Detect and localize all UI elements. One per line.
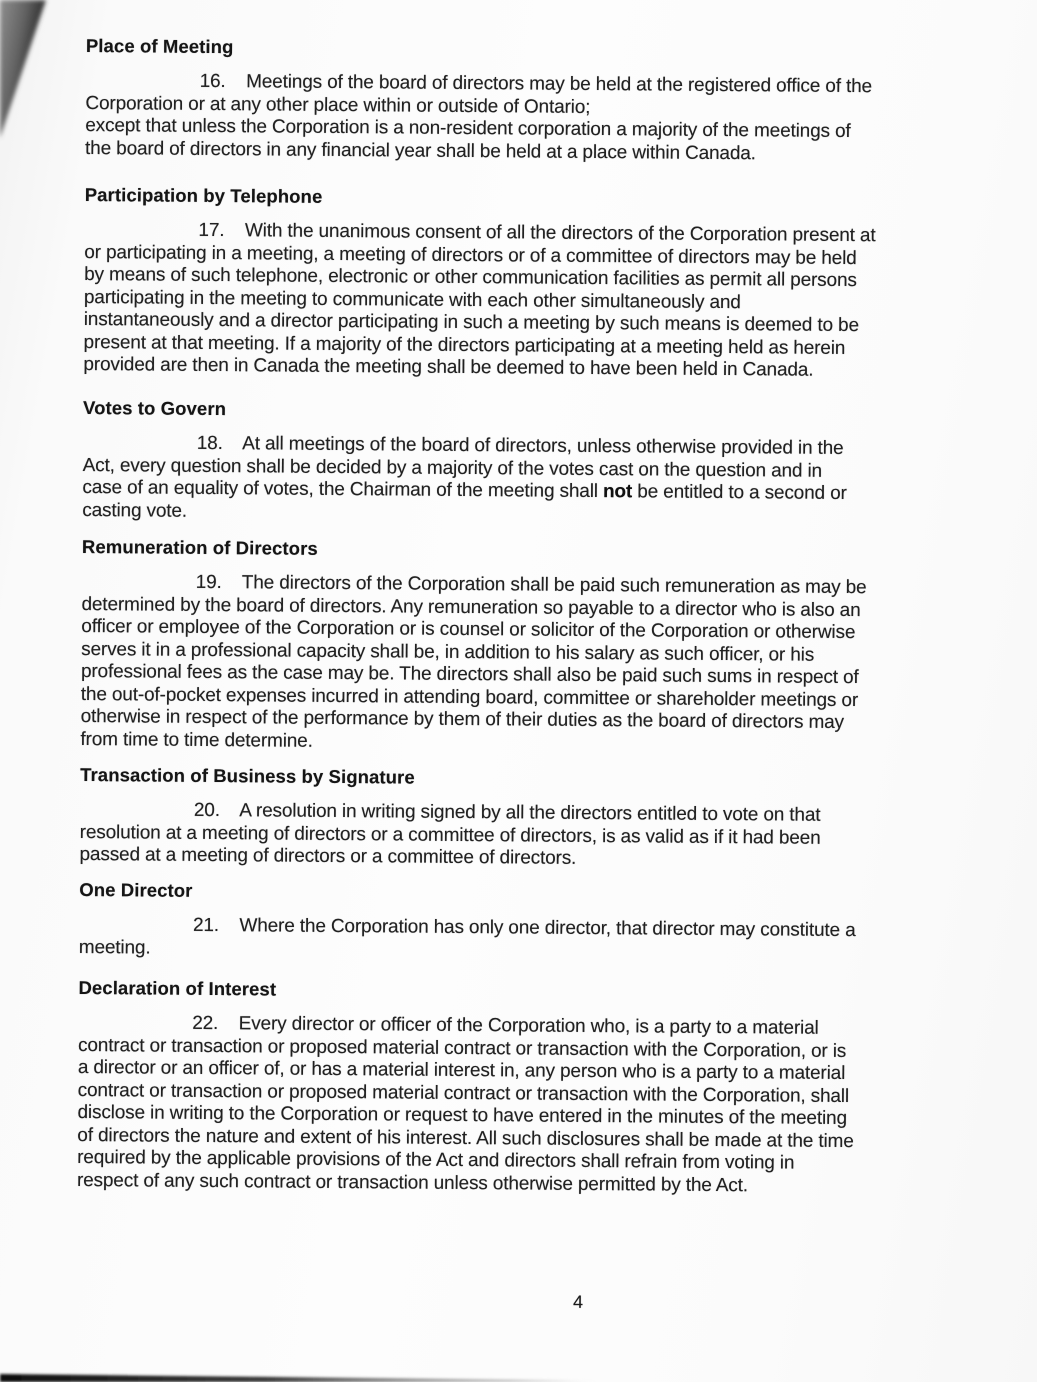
emphasized-word: not	[602, 481, 633, 503]
scan-corner-shadow-artifact	[0, 0, 80, 170]
section-votes-to-govern	[82, 396, 988, 529]
section-paragraph: 22. Every director or officer of the Corporation who, is a party to a material contract or transaction or proposed material contract or transaction with the Corporation, or is a director or an officer of, or has a material interest in, any person who is a party to a material contract or transaction or proposed material contract or transaction with the Corporation, shall disclose in writing to the Corporation or request to have entered in the minutes of the meeting of directors the nature and extent of his interest. All such disclosures shall be made at the time required by the applicable provisions of the Act and directors shall refrain from voting in respect of any such contract or transaction unless otherwise permitted by the Act.	[76, 1012, 854, 1196]
section-heading: Participation by Telephone	[84, 183, 323, 207]
section-paragraph: 20. A resolution in writing signed by all the directors entitled to vote on that resolution at a meeting of directors or a committee of directors, is as valid as if it had been passed at a meeting of directors or a committee of directors.	[79, 799, 821, 869]
section-paragraph: 16. Meetings of the board of directors may be held at the registered office of the Corporation or at any other place within or outside of Ontario; except that unless the Corporation is a non-resident corporation a majority of the meetings of the board of directors in any financial year shall be held at a place within Canada.	[85, 70, 873, 164]
section-heading: Place of Meeting	[85, 34, 234, 58]
section-one-director	[79, 878, 985, 966]
section-heading: Declaration of Interest	[78, 976, 277, 1000]
section-paragraph: 19. The directors of the Corporation shall be paid such remuneration as may be determined by the board of directors. Any remuneration so payable to a director who is also an officer or employee of the Corporation or is counsel or solicitor of the Corporation or otherwise serves it in a professional capacity shall be, in addition to his salary as such officer, or his professional fees as the case may be. The directors shall also be paid such sums in respect of the out-of-pocket expenses incurred in attending board, committee or shareholder meetings or otherwise in respect of the performance by them of their duties as the board of directors may from time to time determine.	[80, 571, 867, 752]
section-heading: Votes to Govern	[82, 396, 227, 420]
page-number: 4	[572, 1291, 584, 1312]
section-transaction-of-business-by-signature	[79, 763, 985, 874]
scan-bottom-edge-shadow-artifact	[0, 1366, 620, 1382]
section-participation-by-telephone	[83, 183, 989, 384]
document-content	[76, 34, 991, 1371]
section-declaration-of-interest	[77, 976, 984, 1199]
section-place-of-meeting	[85, 34, 991, 167]
paragraph-text-before-bold: 18. At all meetings of the board of directors, unless otherwise provided in the Act, every question shall be decided by a majority of the votes cast on the question and in case of an equality of votes, the Chairman of the meeting shall	[82, 432, 844, 503]
section-paragraph: 17. With the unanimous consent of all the directors of the Corporation present at or participating in a meeting, a meeting of directors or of a committee of directors may be held by means of such telephone, electronic or other communication facilities as permit all persons participating in the meeting to communicate with each other simultaneously and instantaneously and a director participating in such a meeting by such means is deemed to be present at that meeting. If a majority of the directors participating at a meeting held as herein provided are then in Canada the meeting shall be deemed to have been held in Canada.	[83, 219, 876, 381]
section-remuneration-of-directors	[80, 535, 987, 758]
section-paragraph	[82, 432, 988, 529]
section-heading: Remuneration of Directors	[81, 535, 318, 559]
section-paragraph: 21. Where the Corporation has only one director, that director may constitute a meeting.	[78, 914, 856, 959]
section-heading: Transaction of Business by Signature	[80, 763, 415, 788]
paragraph-text-after-bold: be entitled to a second or casting vote.	[82, 481, 847, 522]
section-heading: One Director	[79, 878, 193, 901]
